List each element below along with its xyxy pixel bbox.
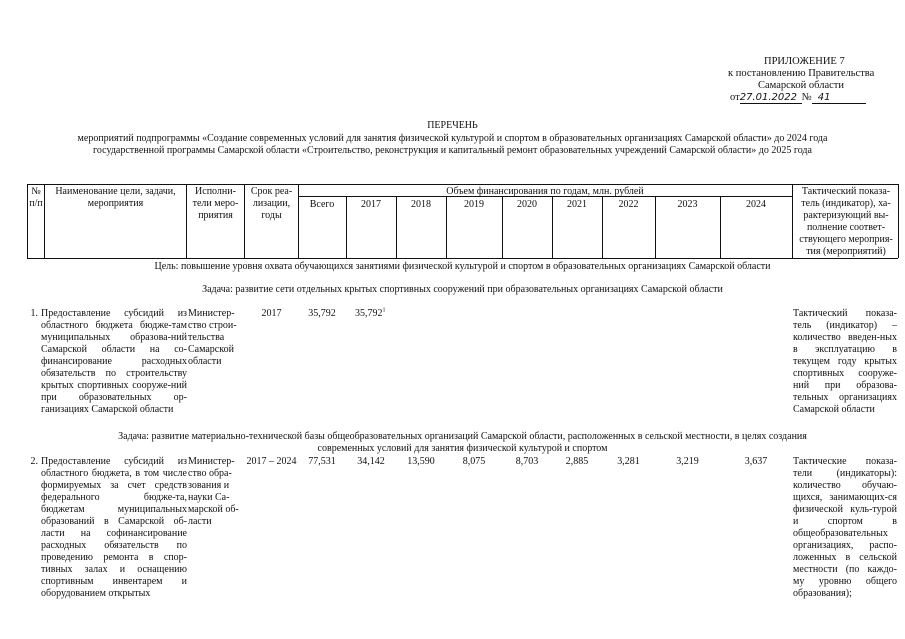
task1-row: Задача: развитие сети отдельных крытых спортивных сооружений при образовательных организациях Самарской области: [202, 284, 723, 295]
header-year-2021: 2021: [567, 199, 587, 210]
number-prefix: №: [801, 92, 812, 103]
header-year-2020: 2020: [517, 199, 537, 210]
task2-line1: Задача: развитие материально-технической базы общеобразовательных организаций Самарской области, расположенных в сельской местности, в целях создания: [118, 431, 807, 442]
row2-2021: 2,885: [565, 456, 589, 467]
header-funding: Объем финансирования по годам, млн. рублей: [446, 186, 644, 197]
row1-name: Предоставление субсидий из областного бюджета бюдже-там муниципальных образова-ний Самарской области на со-финансирование расходных обязательств по строительству крытых спортивных сооруже-ний при образовательных ор-ганизациях Самарской области: [41, 308, 187, 415]
row1-2017-footnote: 1: [382, 307, 386, 314]
appendix-title: ПРИЛОЖЕНИЕ 7: [764, 56, 845, 67]
header-executors: Исполни-тели меро-приятия: [192, 186, 239, 221]
row2-2024: 3,637: [744, 456, 768, 467]
row2-2020: 8,703: [515, 456, 539, 467]
header-year-2019: 2019: [464, 199, 484, 210]
row2-2018: 13,590: [407, 456, 435, 467]
date-value: 27.01.2022: [740, 92, 802, 104]
row1-executor: Министер-ство строи-тельства Самарской области: [188, 308, 237, 367]
appendix-line2: к постановлению Правительства: [728, 68, 875, 79]
row2-executor: Министер-ство обра-зования и науки Са-марской об-ласти: [188, 456, 239, 527]
row2-total: 77,531: [308, 456, 336, 467]
task2-line2: современных условий для занятия физической культурой и спортом: [317, 443, 608, 454]
row2-2023: 3,219: [676, 456, 699, 467]
header-year-2022: 2022: [618, 199, 639, 210]
header-num: № п/п: [29, 186, 43, 209]
row1-indicator: Тактический показа-тель (индикатор) – количество введен-ных в эксплуатацию в текущем году крытых спортивных сооруже-ний при образова-тельных организациях Самарской области: [793, 308, 897, 415]
appendix-date-line: [700, 92, 905, 104]
row2-term: 2017 – 2024: [246, 456, 297, 467]
doc-heading-line2: государственной программы Самарской области «Строительство, реконструкция и капитальный ремонт образовательных учреждений Самарской области» до 2025 года: [93, 145, 812, 156]
row2-name: Предоставление субсидий из областного бюджета, в том числе формируемых за счет средств федерального бюдже-та, бюджетам муниципальных образований в Самарской об-ласти на софинансирование расходных обязательств по проведению ремонта в спор-тивных залах и оснащению спортивным инвентарем и оборудованием открытых: [41, 456, 187, 599]
row1-num: 1.: [30, 308, 38, 319]
header-term: Срок реа-лизации, годы: [250, 186, 293, 221]
row2-indicator: Тактические показа-тели (индикаторы): количество обучаю-щихся, занимающих-ся физической куль-турой и спортом в общеобразовательных организациях, распо-ложенных в сельской местности (по каждо-му уровню общего образования);: [793, 456, 897, 599]
row2-num: 2.: [30, 456, 38, 467]
header-name: Наименование цели, задачи, мероприятия: [55, 186, 176, 209]
scan-mark: [885, 82, 895, 90]
row2-2017: 34,142: [357, 456, 385, 467]
appendix-block: [700, 56, 905, 104]
header-total: Всего: [309, 199, 335, 210]
row2-2022: 3,281: [617, 456, 640, 467]
date-prefix: от: [730, 92, 740, 103]
goal-row: Цель: повышение уровня охвата обучающихся занятиями физической культурой и спортом в образовательных организациях Самарской области: [154, 261, 771, 272]
header-year-2018: 2018: [411, 199, 431, 210]
row1-2017-value: 35,792: [355, 308, 383, 319]
row1-term: 2017: [261, 308, 282, 319]
row2-2019: 8,075: [462, 456, 486, 467]
header-indicator: Тактический показа-тель (индикатор), ха-рактеризующий вы-полнение соответ-ствующего мероприя-тия (мероприятий): [799, 186, 893, 257]
number-value: 41: [812, 92, 866, 104]
header-year-2023: 2023: [677, 199, 698, 210]
appendix-line3: Самарской области: [758, 80, 844, 91]
row1-total: 35,792: [308, 308, 336, 319]
doc-title: ПЕРЕЧЕНЬ: [427, 120, 478, 131]
header-year-2017: 2017: [361, 199, 381, 210]
header-year-2024: 2024: [746, 199, 766, 210]
row1-2017: [355, 308, 405, 320]
doc-heading-line1: мероприятий подпрограммы «Создание современных условий для занятия физической культурой и спортом в образовательных организациях Самарской области» до 2024 года: [77, 133, 828, 144]
